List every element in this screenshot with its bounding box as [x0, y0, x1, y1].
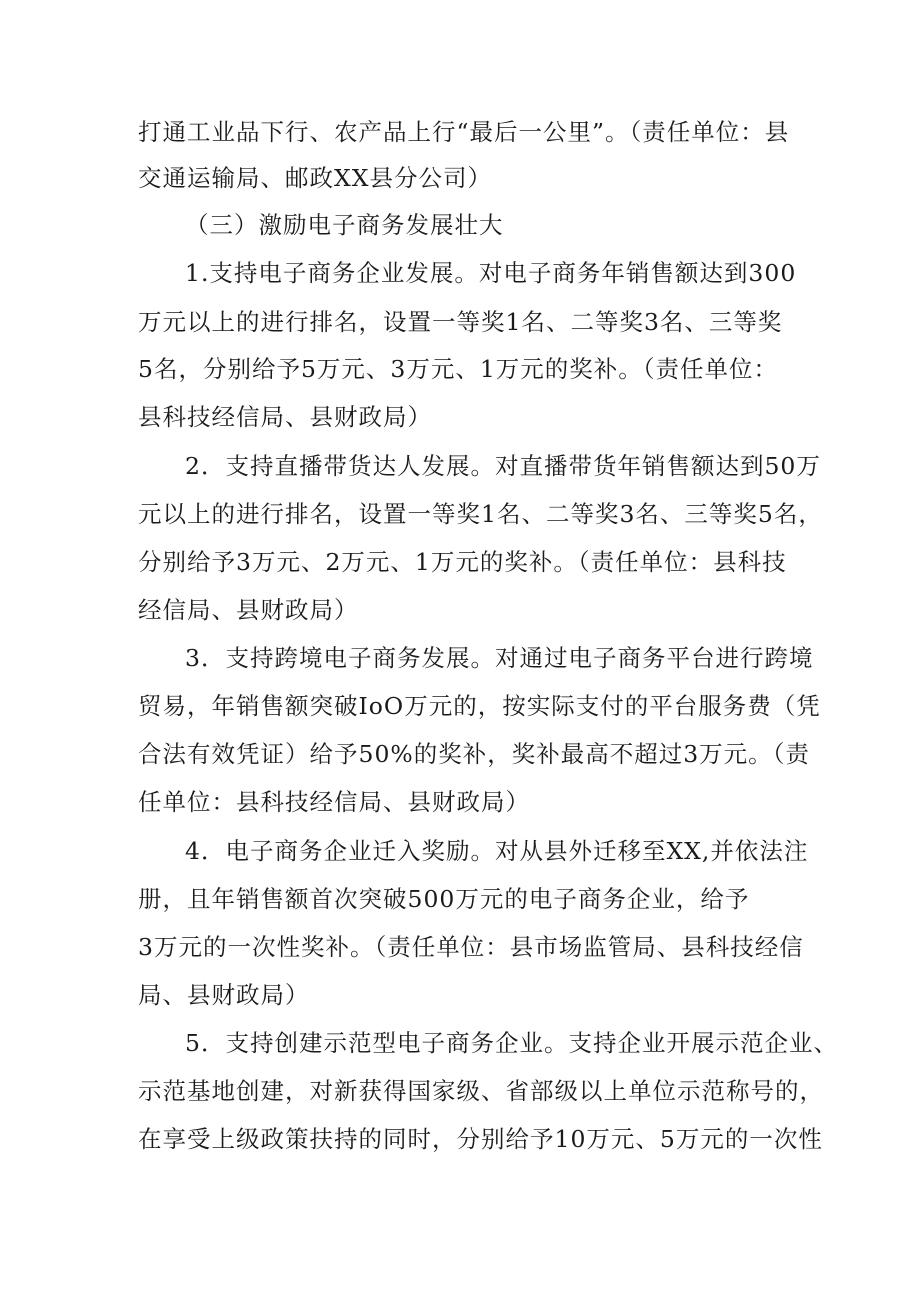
text-line-4: 1.支持电子商务企业发展。对电子商务年销售额达到300 [185, 259, 797, 287]
text-line-19: 局、县财政局） [138, 981, 310, 1009]
text-line-5: 万元以上的进行排名，设置一等奖1名、二等奖3名、三等奖 [138, 308, 783, 336]
text-line-1: 打通工业品下行、农产品上行“最后一公里”。（责任单位：县 [138, 118, 790, 146]
text-line-22: 在享受上级政策扶持的同时，分别给予10万元、5万元的一次性 [138, 1125, 823, 1153]
text-line-17: 册，且年销售额首次突破500万元的电子商务企业，给予 [138, 885, 750, 913]
text-line-8: 2．支持直播带货达人发展。对直播带货年销售额达到50万 [185, 452, 821, 480]
text-line-16: 4．电子商务企业迁入奖励。对从县外迁移至XX,并依法注 [185, 837, 809, 865]
text-line-6: 5名，分别给予5万元、3万元、1万元的奖补。（责任单位： [138, 355, 779, 383]
text-line-21: 示范基地创建，对新获得国家级、省部级以上单位示范称号的， [138, 1077, 824, 1105]
text-line-18: 3万元的一次性奖补。（责任单位：县市场监管局、县科技经信 [138, 933, 804, 961]
text-line-11: 经信局、县财政局） [138, 596, 359, 624]
text-line-20: 5．支持创建示范型电子商务企业。支持企业开展示范企业、 [185, 1029, 838, 1057]
text-line-7: 县科技经信局、县财政局） [138, 403, 432, 431]
text-line-12: 3．支持跨境电子商务发展。对通过电子商务平台进行跨境 [185, 644, 814, 672]
text-line-15: 任单位：县科技经信局、县财政局） [138, 788, 530, 816]
text-line-14: 合法有效凭证）给予50%的奖补，奖补最高不超过3万元。（责 [138, 740, 810, 768]
text-line-9: 元以上的进行排名，设置一等奖1名、二等奖3名、三等奖5名， [138, 500, 823, 528]
text-line-13: 贸易，年销售额突破IoO万元的，按实际支付的平台服务费（凭 [138, 692, 821, 720]
text-line-2: 交通运输局、邮政XX县分公司） [138, 164, 492, 192]
text-line-10: 分别给予3万元、2万元、1万元的奖补。（责任单位：县科技 [138, 548, 787, 576]
section-heading: （三）激励电子商务发展壮大 [185, 211, 504, 239]
